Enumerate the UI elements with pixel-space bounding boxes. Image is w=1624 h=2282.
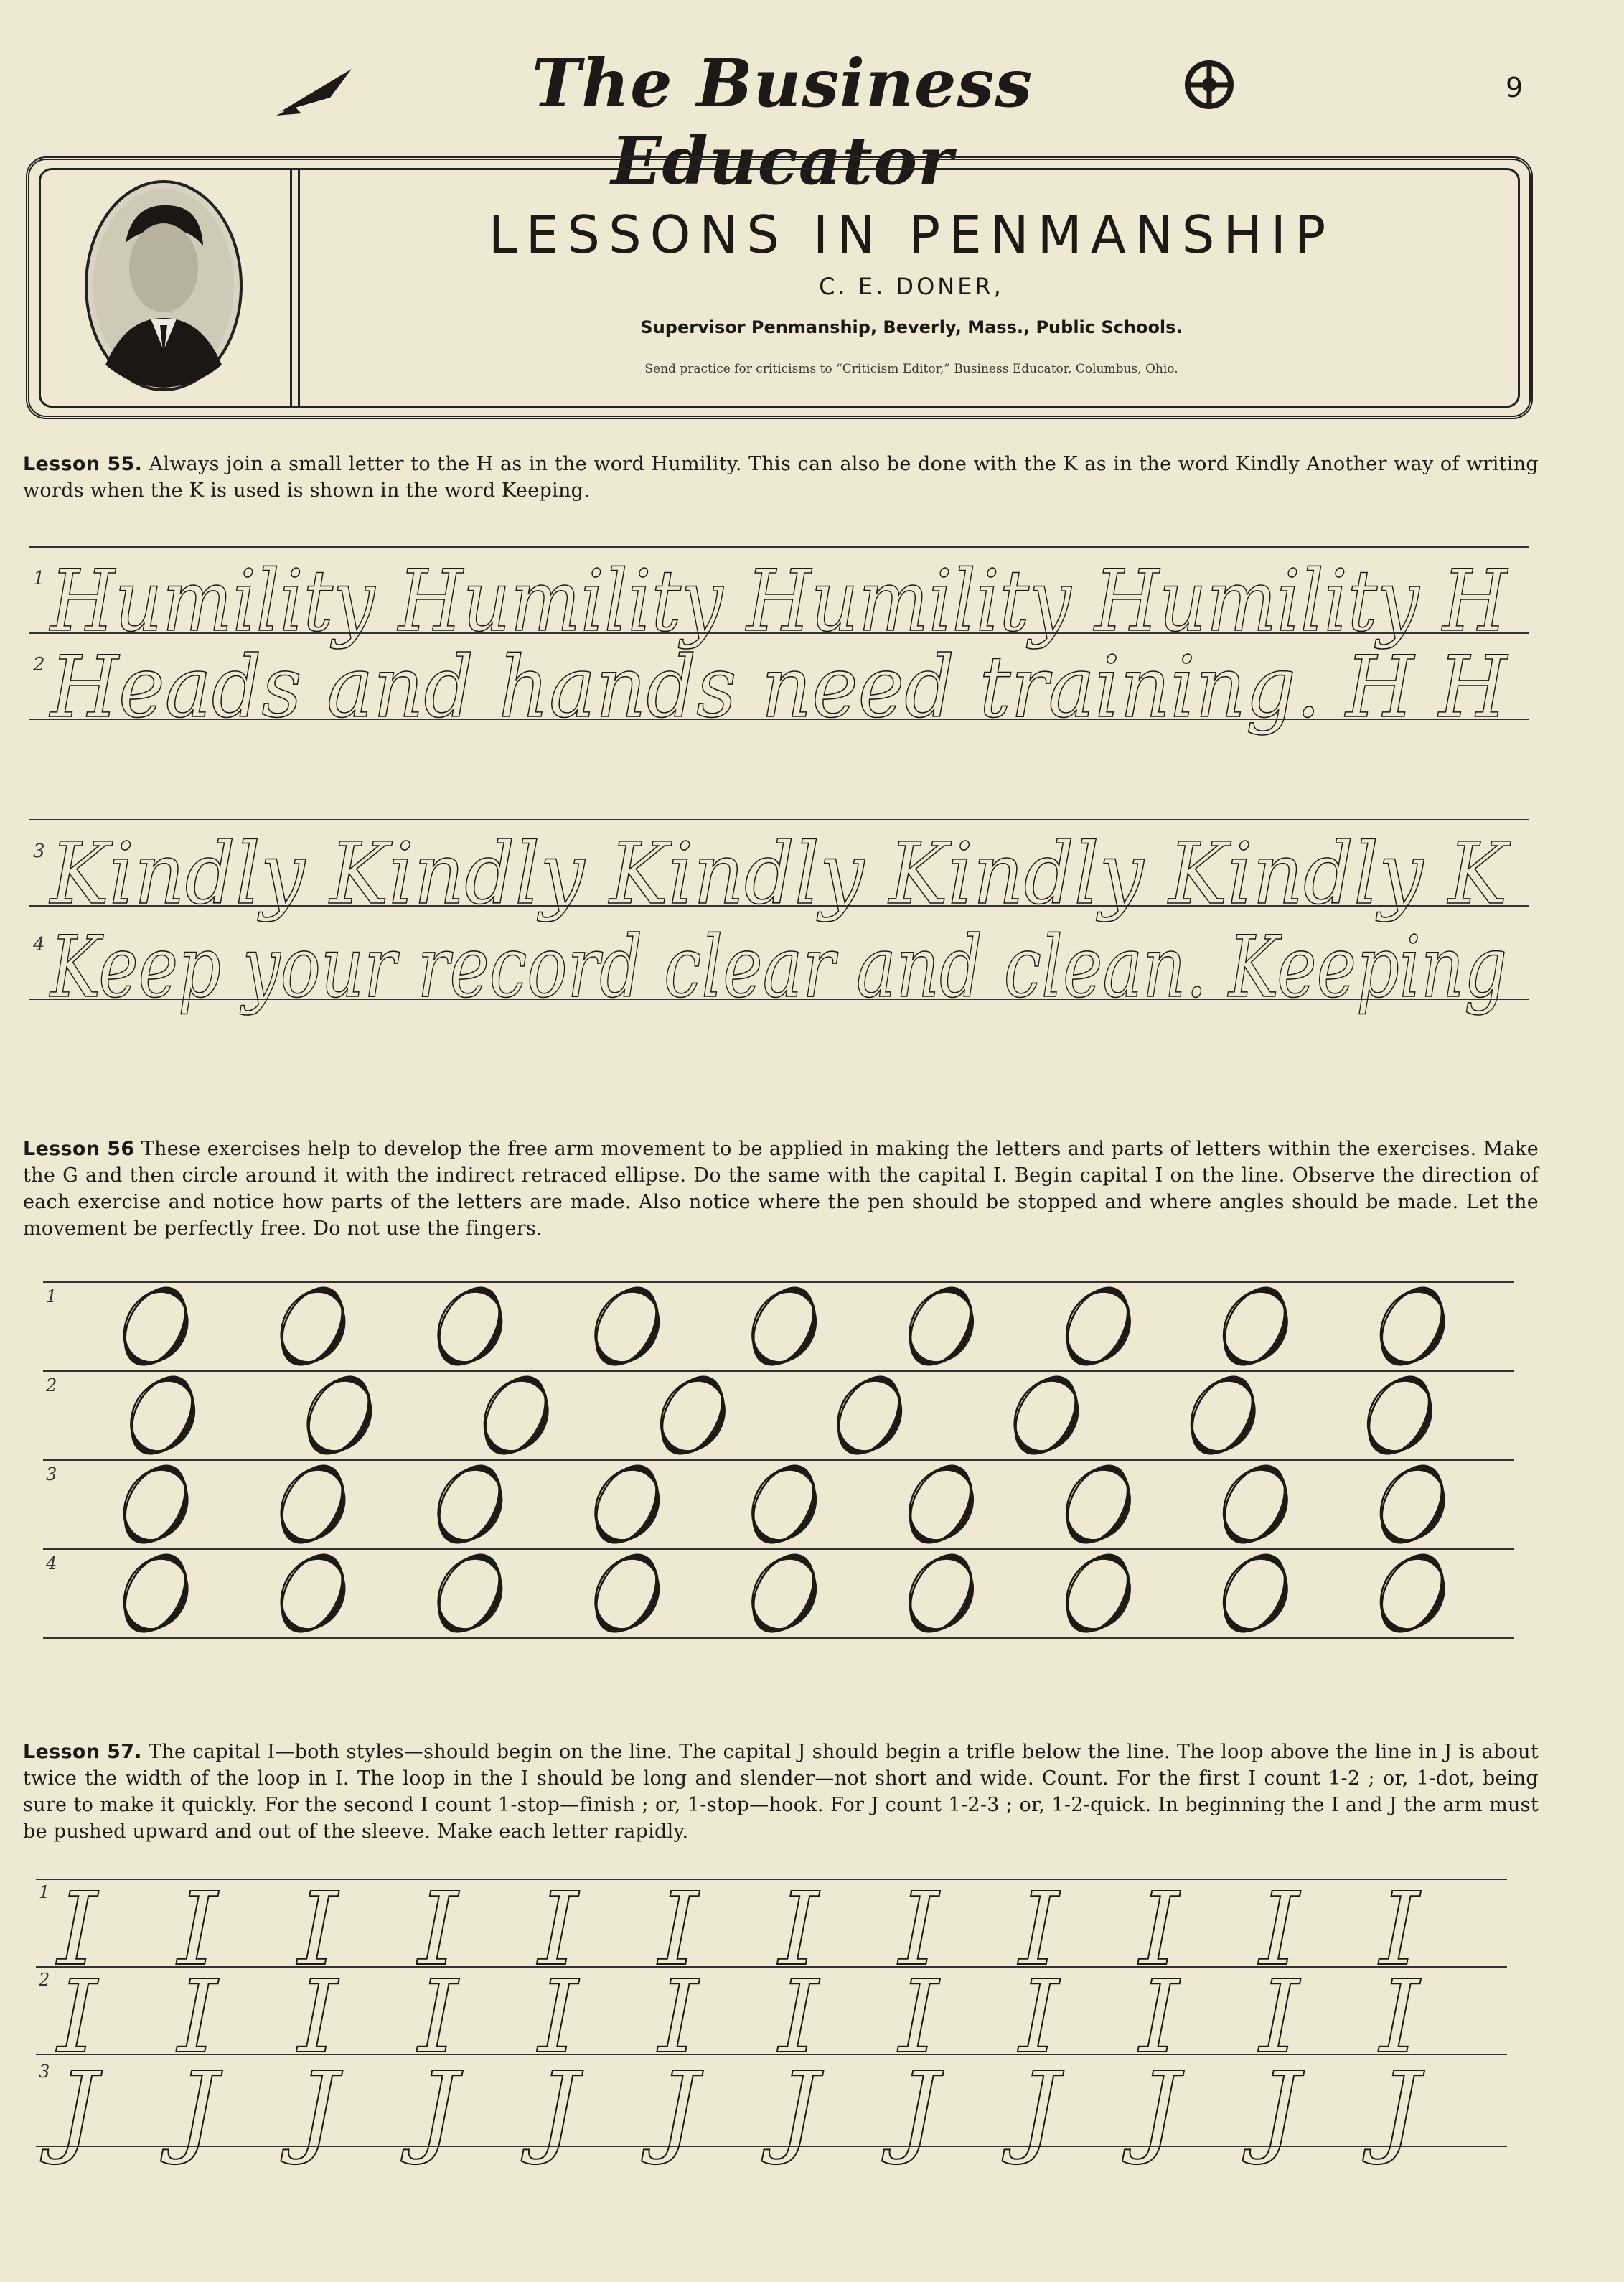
lesson-body: The capital I—both styles—should begin on the line. The capital J should begin a trifle below the line. The loop above the line in J is about twice the width of the loop in I. The loop in the I should be long and slender—not short and wide. Count. For the first I count 1-2 ; or, 1-dot, being sure to make it quickly. For the second I count 1-stop—finish ; or, 1-stop—hook. For J count 1-2-3 ; or, 1-2-quick. In beginning the I and J the arm must be pushed upward and out of the sleeve. Make each letter rapidly. <box>23 1741 1539 1843</box>
script-capital: I <box>658 1871 698 1988</box>
script-capital: I <box>1379 1959 1419 2076</box>
row-number: 1 <box>46 1286 57 1306</box>
script-capital: J <box>898 2051 939 2168</box>
ellipse-exercise <box>1053 1543 1145 1645</box>
author-title: Supervisor Penmanship, Beverly, Mass., Public Schools. <box>640 317 1183 337</box>
retraced-oval <box>1180 1370 1267 1462</box>
script-line: Keep your record clear and clean. Keeping <box>49 917 1507 1016</box>
row-number: 3 <box>39 2062 50 2082</box>
flower-emblem-icon <box>1177 56 1242 113</box>
ellipse-exercise <box>896 1276 988 1378</box>
ellipse-exercise <box>896 1543 988 1645</box>
script-capital: I <box>298 1871 338 1988</box>
script-line: Humility Humility Humility Humility H <box>49 551 1508 650</box>
ellipse-exercise <box>1053 1454 1145 1556</box>
lesson-body: These exercises help to develop the free arm movement to be applied in making the letters and parts of letters within the exercises. Make the G and then circle around it with the indirect retraced ellipse. Do the same with the capital I. Begin capital I on the line. Observe the direction of each exercise and notice how parts of the letters are made. Also notice where the pen should be stopped and where angles should be made. Let the movement be perfectly free. Do not use the fingers. <box>23 1138 1539 1240</box>
ellipse-exercise <box>117 1365 210 1467</box>
ellipse-exercise <box>294 1365 386 1467</box>
script-capital: I <box>779 1871 819 1988</box>
line-number: 3 <box>33 841 45 862</box>
script-capital: J <box>57 2051 98 2168</box>
lesson-56-plate <box>29 1276 1529 1650</box>
script-capital: I <box>898 1959 939 2076</box>
script-capital: I <box>779 1959 819 2076</box>
retraced-oval <box>1055 1548 1142 1640</box>
row-number: 2 <box>46 1375 57 1395</box>
script-capital: J <box>1379 2051 1420 2168</box>
script-capital: J <box>1019 2051 1060 2168</box>
lesson-55-script-plate <box>29 540 1529 1014</box>
retraced-oval <box>270 1548 357 1640</box>
script-capital: J <box>658 2051 699 2168</box>
retraced-oval <box>741 1548 828 1640</box>
script-capital: I <box>1019 1871 1059 1988</box>
script-capital: I <box>418 1871 458 1988</box>
script-capital: I <box>1259 1959 1300 2076</box>
script-capital: I <box>898 1871 939 1988</box>
ellipse-exercise <box>581 1276 674 1378</box>
lesson-57-plate <box>29 1871 1529 2205</box>
ellipse-exercise <box>738 1543 831 1645</box>
ellipse-exercise <box>110 1454 202 1556</box>
row-number: 3 <box>46 1464 57 1484</box>
script-capital: I <box>418 1959 458 2076</box>
portrait-divider <box>290 168 300 408</box>
ellipse-exercise <box>896 1454 988 1556</box>
retraced-oval <box>119 1370 207 1462</box>
lesson-label: Lesson 57. <box>23 1741 142 1763</box>
script-capital: I <box>538 1959 578 2076</box>
lesson-label: Lesson 55. <box>23 453 143 475</box>
retraced-oval <box>583 1281 671 1373</box>
retraced-oval <box>270 1281 357 1373</box>
retraced-oval <box>826 1370 914 1462</box>
script-capital: I <box>177 1871 217 1988</box>
ellipse-exercise <box>1366 1543 1459 1645</box>
retraced-oval <box>741 1459 828 1551</box>
ellipse-exercise <box>1053 1276 1145 1378</box>
script-capital: I <box>298 1959 338 2076</box>
retraced-oval <box>1369 1548 1457 1640</box>
retraced-oval <box>649 1370 737 1462</box>
retraced-oval <box>473 1370 560 1462</box>
ellipse-exercise <box>581 1454 674 1556</box>
line-number: 4 <box>33 934 45 955</box>
retraced-oval <box>1369 1281 1457 1373</box>
script-capital: I <box>1019 1959 1059 2076</box>
retraced-oval <box>1212 1459 1300 1551</box>
retraced-oval <box>1212 1281 1300 1373</box>
ellipse-exercise <box>1000 1365 1093 1467</box>
ellipse-exercise <box>267 1454 360 1556</box>
ellipse-exercise <box>424 1543 517 1645</box>
retraced-oval <box>296 1370 384 1462</box>
retraced-oval <box>113 1459 200 1551</box>
script-capital: I <box>1259 1871 1300 1988</box>
lesson-label: Lesson 56 <box>23 1138 135 1160</box>
ellipse-exercise <box>470 1365 563 1467</box>
retraced-oval <box>426 1459 514 1551</box>
script-capital: J <box>1139 2051 1180 2168</box>
retraced-oval <box>1369 1459 1457 1551</box>
lesson-56-text <box>23 1136 1539 1242</box>
lesson-56-exercise-plate <box>29 1276 1529 1650</box>
ellipse-exercise <box>110 1276 202 1378</box>
page-title: LESSONS IN PENMANSHIP <box>488 205 1335 265</box>
script-line: Heads and hands need training. H H <box>49 637 1508 736</box>
row-number: 1 <box>39 1882 50 1902</box>
ellipse-exercise <box>1354 1365 1447 1467</box>
ellipse-exercise <box>1366 1454 1459 1556</box>
script-capital: I <box>57 1871 98 1988</box>
retraced-oval <box>270 1459 357 1551</box>
retraced-oval <box>426 1548 514 1640</box>
retraced-oval <box>1055 1459 1142 1551</box>
line-number: 1 <box>33 568 45 589</box>
lesson-57-script-plate <box>29 1871 1529 2205</box>
retraced-oval <box>1356 1370 1444 1462</box>
ellipse-exercise <box>738 1454 831 1556</box>
quill-pen-icon <box>273 62 359 119</box>
line-number: 2 <box>33 654 45 675</box>
retraced-oval <box>898 1459 985 1551</box>
author-portrait <box>83 178 245 393</box>
script-capital: J <box>418 2051 459 2168</box>
ellipse-exercise <box>267 1276 360 1378</box>
ellipse-exercise <box>1177 1365 1269 1467</box>
script-capital: I <box>538 1871 578 1988</box>
retraced-oval <box>113 1281 200 1373</box>
lesson-55-plate <box>29 540 1529 1014</box>
ellipse-exercise <box>424 1276 517 1378</box>
script-capital: J <box>538 2051 579 2168</box>
ellipse-exercise <box>1366 1276 1459 1378</box>
retraced-oval <box>113 1548 200 1640</box>
retraced-oval <box>1055 1281 1142 1373</box>
script-capital: J <box>779 2051 820 2168</box>
script-capital: J <box>1259 2051 1300 2168</box>
script-line: Kindly Kindly Kindly Kindly Kindly K <box>49 824 1511 923</box>
row-number: 2 <box>39 1970 50 1990</box>
ellipse-exercise <box>738 1276 831 1378</box>
lesson-body: Always join a small letter to the H as in the word Humility. This can also be done with the K as in the word Kindly Another way of writing words when the K is used is shown in the word Keeping. <box>23 453 1539 502</box>
page-number: 9 <box>1506 72 1524 103</box>
retraced-oval <box>426 1281 514 1373</box>
script-capital: I <box>658 1959 698 2076</box>
retraced-oval <box>583 1459 671 1551</box>
author-name: C. E. DONER, <box>819 273 1004 300</box>
lesson-57-text <box>23 1739 1539 1845</box>
masthead-title: The Business Educator <box>531 45 1033 200</box>
script-capital: I <box>1139 1871 1179 1988</box>
script-capital: I <box>1379 1871 1419 1988</box>
ellipse-exercise <box>824 1365 916 1467</box>
script-capital: I <box>57 1959 98 2076</box>
script-capital: I <box>177 1959 217 2076</box>
ellipse-exercise <box>581 1543 674 1645</box>
ellipse-exercise <box>424 1454 517 1556</box>
submission-note: Send practice for criticisms to “Criticism Editor,” Business Educator, Columbus, Ohio. <box>644 362 1178 376</box>
script-capital: I <box>1139 1959 1179 2076</box>
ellipse-exercise <box>1209 1454 1302 1556</box>
ellipse-exercise <box>267 1543 360 1645</box>
script-capital: J <box>177 2051 218 2168</box>
ellipse-exercise <box>647 1365 740 1467</box>
row-number: 4 <box>46 1553 57 1573</box>
retraced-oval <box>1212 1548 1300 1640</box>
retraced-oval <box>1003 1370 1091 1462</box>
retraced-oval <box>898 1281 985 1373</box>
script-capital: J <box>298 2051 339 2168</box>
ellipse-exercise <box>1209 1543 1302 1645</box>
ellipse-exercise <box>1209 1276 1302 1378</box>
retraced-oval <box>898 1548 985 1640</box>
retraced-oval <box>741 1281 828 1373</box>
ellipse-exercise <box>110 1543 202 1645</box>
lesson-55-text <box>23 451 1539 504</box>
retraced-oval <box>583 1548 671 1640</box>
